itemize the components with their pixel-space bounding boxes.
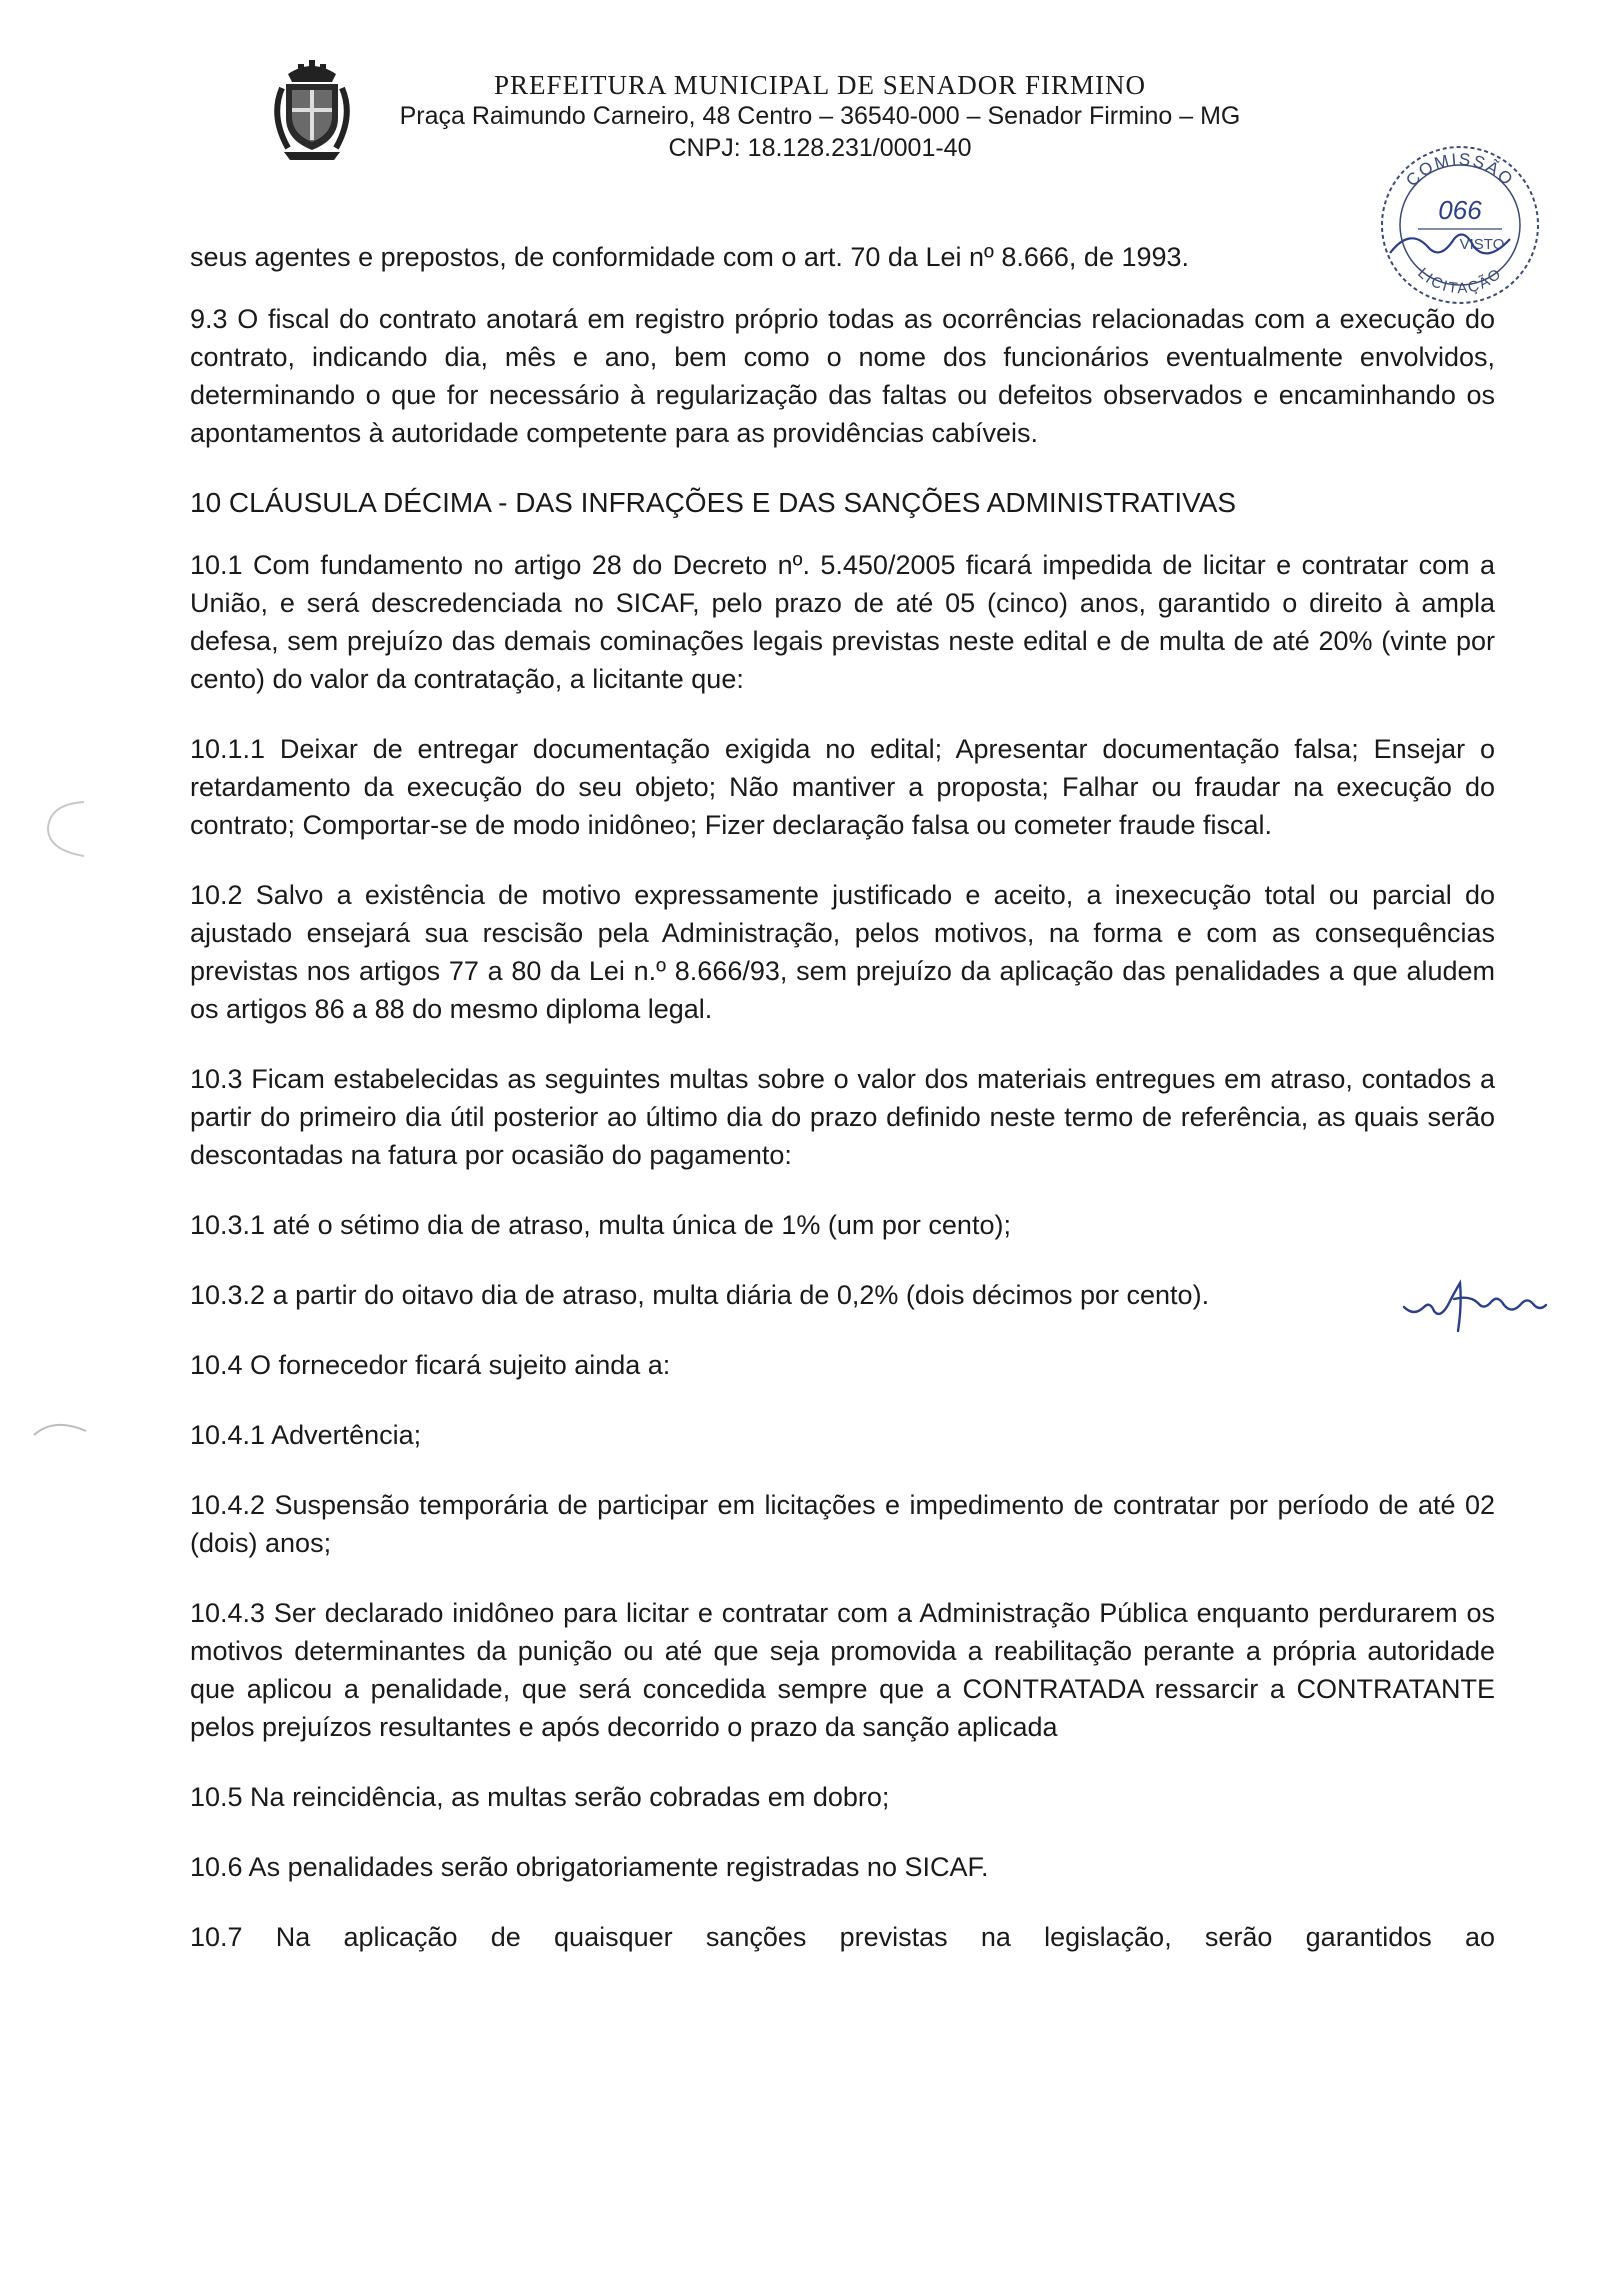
handwritten-signature-icon [1400, 1265, 1550, 1335]
paragraph-10-5: 10.5 Na reincidência, as multas serão cobradas em dobro; [190, 1782, 890, 1812]
municipality-cnpj: CNPJ: 18.128.231/0001-40 [668, 134, 972, 162]
stamp-top-text: COMISSÃO [1402, 149, 1518, 191]
paragraph-10-3-2: 10.3.2 a partir do oitavo dia de atraso, multa diária de 0,2% (dois décimos por cento). [190, 1280, 1210, 1310]
stamp-bottom-text: LICITAÇÃO [1414, 264, 1506, 298]
paragraph-10-1-1: 10.1.1 Deixar de entregar documentação exigida no edital; Apresentar documentação falsa; Ensejar o retardamento da execução do seu objeto; Não mantiver a proposta; Falhar ou fraudar na execução do contrato; Comportar-se de modo inidôneo; Fizer declaração falsa ou cometer fraude fiscal. [190, 734, 1495, 840]
stamp-number: 066 [1438, 195, 1482, 225]
document-body [190, 238, 1495, 1956]
paragraph-10-4-3: 10.4.3 Ser declarado inidôneo para licitar e contratar com a Administração Pública enquanto perdurarem os motivos determinantes da punição ou até que seja promovida a reabilitação perante a própria autoridade que aplicou a penalidade, que será concedida sempre que a CONTRATADA ressarcir a CONTRATANTE pelos prejuízos resultantes e após decorrido o prazo da sanção aplicada [190, 1598, 1495, 1742]
margin-mark-icon [44, 800, 94, 860]
municipality-title: PREFEITURA MUNICIPAL DE SENADOR FIRMINO [493, 70, 1147, 100]
paragraph-10-4-2: 10.4.2 Suspensão temporária de participar em licitações e impedimento de contratar por período de até 02 (dois) anos; [190, 1490, 1495, 1558]
municipal-crest-icon [268, 56, 356, 164]
paragraph-10-3-1: 10.3.1 até o sétimo dia de atraso, multa única de 1% (um por cento); [190, 1210, 1011, 1240]
paragraph-10-3: 10.3 Ficam estabelecidas as seguintes multas sobre o valor dos materiais entregues em atraso, contados a partir do primeiro dia útil posterior ao último dia do prazo definido neste termo de referência, as quais serão descontadas na fatura por ocasião do pagamento: [190, 1064, 1495, 1170]
section-heading-10: 10 CLÁUSULA DÉCIMA - DAS INFRAÇÕES E DAS SANÇÕES ADMINISTRATIVAS [190, 487, 1237, 518]
paragraph-10-4-1: 10.4.1 Advertência; [190, 1420, 422, 1450]
margin-mark-icon [30, 1415, 90, 1439]
svg-text:COMISSÃO [1402, 150, 1518, 190]
paragraph-10-1: 10.1 Com fundamento no artigo 28 do Decreto nº. 5.450/2005 ficará impedida de licitar e contratar com a União, e será descredenciada no SICAF, pelo prazo de até 05 (cinco) anos, garantido o direito à ampla defesa, sem prejuízo das demais cominações legais previstas neste edital e de multa de até 20% (vinte por cento) do valor da contratação, a licitante que: [190, 550, 1495, 694]
paragraph-10-4: 10.4 O fornecedor ficará sujeito ainda a: [190, 1350, 671, 1380]
paragraph-10-2: 10.2 Salvo a existência de motivo expressamente justificado e aceito, a inexecução total ou parcial do ajustado ensejará sua rescisão pela Administração, pelos motivos, na forma e com as consequências previstas nos artigos 77 a 80 da Lei n.º 8.666/93, sem prejuízo da aplicação das penalidades a que aludem os artigos 86 a 88 do mesmo diploma legal. [190, 880, 1495, 1024]
paragraph-10-7: 10.7 Na aplicação de quaisquer sanções previstas na legislação, serão garantidos ao [190, 1922, 1495, 1952]
paragraph-9-3: 9.3 O fiscal do contrato anotará em registro próprio todas as ocorrências relacionadas com a execução do contrato, indicando dia, mês e ano, bem como o nome dos funcionários eventualmente envolvidos, determinando o que for necessário à regularização das faltas ou defeitos observados e encaminhando os apontamentos à autoridade competente para as providências cabíveis. [190, 304, 1495, 448]
stamp-visto: VISTO [1459, 236, 1505, 253]
paragraph-10-6: 10.6 As penalidades serão obrigatoriamente registradas no SICAF. [190, 1852, 989, 1882]
paragraph-agents: seus agentes e prepostos, de conformidade com o art. 70 da Lei nº 8.666, de 1993. [190, 242, 1190, 272]
municipality-address: Praça Raimundo Carneiro, 48 Centro – 36540-000 – Senador Firmino – MG [399, 102, 1241, 130]
